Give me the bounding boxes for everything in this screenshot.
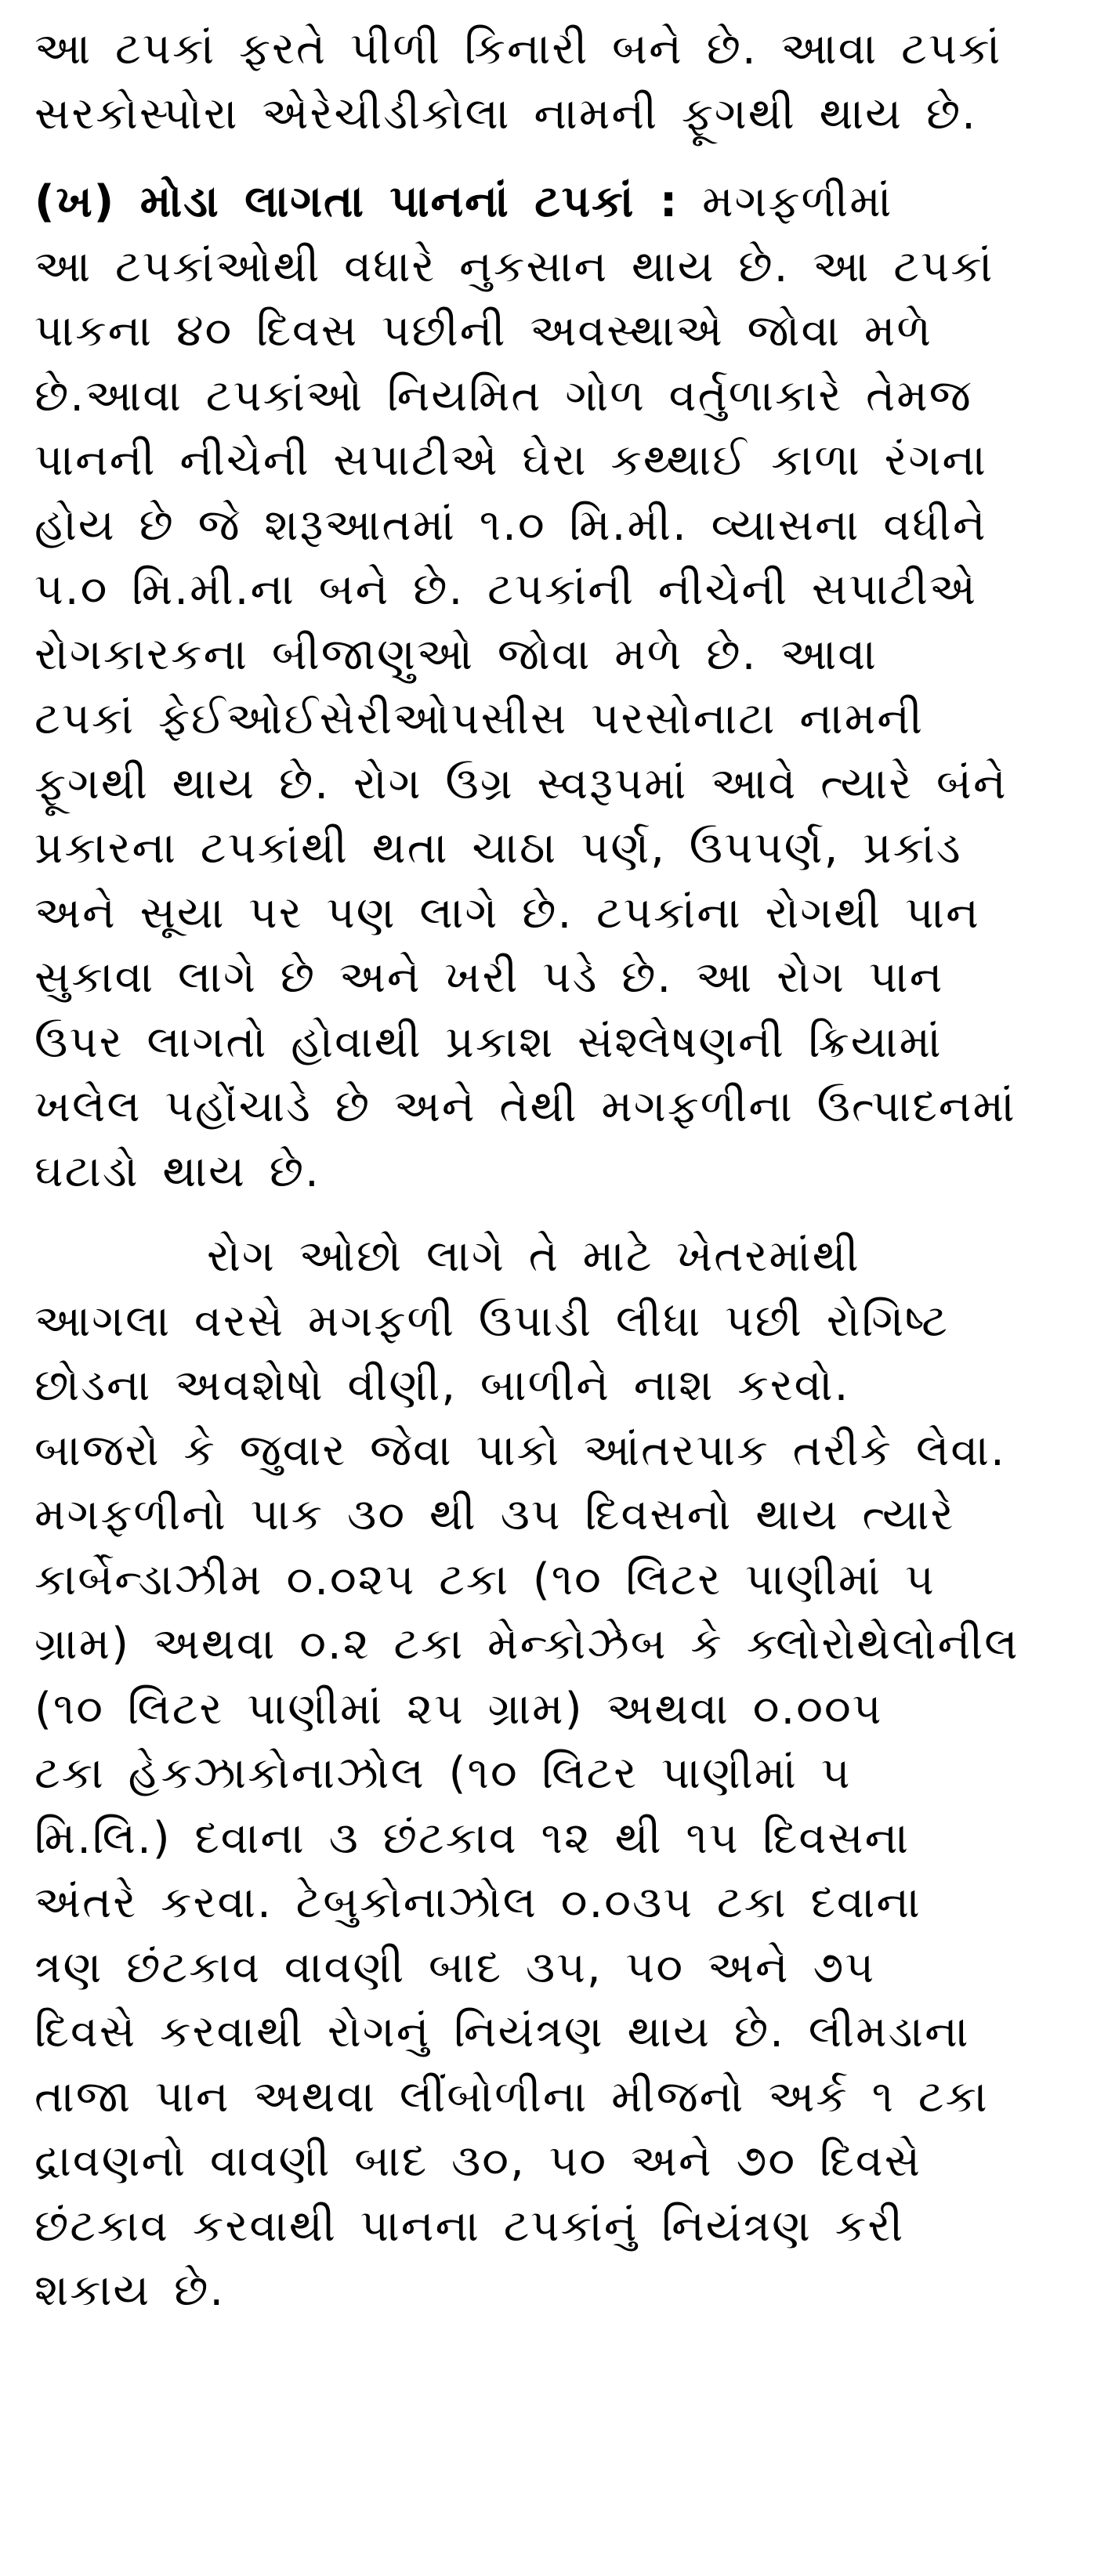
paragraph-leaf-spot-ending: આ ટપકાં ફરતે પીળી કિનારી બને છે. આવા ટપકાં સરકોસ્પોરા એરેચીડીકોલા નામની ફૂગથી થાય છે. xyxy=(34,24,1002,139)
paragraph-spacer xyxy=(34,1204,1066,1225)
paragraph-late-leaf-spot xyxy=(34,170,1066,1204)
paragraph-control-measures xyxy=(34,1225,1066,2324)
section-heading-late-leaf-spot: (ખ) મોડા લાગતા પાનનાં ટપકાં : xyxy=(34,176,679,227)
paragraph-control-measures-text: રોગ ઓછો લાગે તે માટે ખેતરમાંથી આગલા વરસે મગફળી ઉપાડી લીધા પછી રોગિષ્ટ છોડના અવશેષો વીણી, બાળીને નાશ કરવો. બાજરો કે જુવાર જેવા પાકો આંતરપાક તરીકે લેવા. મગફળીનો પાક ૩૦ થી ૩૫ દિવસનો થાય ત્યારે કાર્બેન્ડાઝીમ ૦.૦૨૫ ટકા (૧૦ લિટર પાણીમાં ૫ ગ્રામ) અથવા ૦.૨ ટકા મેન્કોઝેબ કે ક્લોરોથેલોનીલ (૧૦ લિટર પાણીમાં ૨૫ ગ્રામ) અથવા ૦.૦૦૫ ટકા હેકઝાકોનાઝોલ (૧૦ લિટર પાણીમાં ૫ મિ.લિ.) દવાના ૩ છંટકાવ ૧૨ થી ૧૫ દિવસના અંતરે કરવા. ટેબુકોનાઝોલ ૦.૦૩૫ ટકા દવાના ત્રણ છંટકાવ વાવણી બાદ ૩૫, ૫૦ અને ૭૫ દિવસે કરવાથી રોગનું નિયંત્રણ થાય છે. લીમડાના તાજા પાન અથવા લીંબોળીના મીજનો અર્ક ૧ ટકા દ્રાવણનો વાવણી બાદ ૩૦, ૫૦ અને ૭૦ દિવસે છંટકાવ કરવાથી પાનના ટપકાંનું નિયંત્રણ કરી શકાય છે. xyxy=(34,1231,1019,2316)
paragraph-spacer xyxy=(34,147,1066,170)
paragraph-late-leaf-spot-body: મગફળીમાં આ ટપકાંઓથી વધારે નુકસાન થાય છે. આ ટપકાં પાકના ૪૦ દિવસ પછીની અવસ્થાએ જોવા મળે છે.આવા ટપકાંઓ નિયમિત ગોળ વર્તુળાકારે તેમજ પાનની નીચેની સપાટીએ ઘેરા કથ્થાઈ કાળા રંગના હોય છે જે શરૂઆતમાં ૧.૦ મિ.મી. વ્યાસના વધીને ૫.૦ મિ.મી.ના બને છે. ટપકાંની નીચેની સપાટીએ રોગકારકના બીજાણુઓ જોવા મળે છે. આવા ટપકાં ફેઈઓઈસેરીઓપસીસ પરસોનાટા નામની ફૂગથી થાય છે. રોગ ઉગ્ર સ્વરૂપમાં આવે ત્યારે બંને પ્રકારના ટપકાંથી થતા ચાઠા પર્ણ, ઉપપર્ણ, પ્રકાંડ અને સૂયા પર પણ લાગે છે. ટપકાંના રોગથી પાન સુકાવા લાગે છે અને ખરી પડે છે. આ રોગ પાન ઉપર લાગતો હોવાથી પ્રકાશ સંશ્લેષણની ક્રિયામાં ખલેલ પહોંચાડે છે અને તેથી મગફળીના ઉત્પાદનમાં ઘટાડો થાય છે. xyxy=(34,176,1016,1197)
